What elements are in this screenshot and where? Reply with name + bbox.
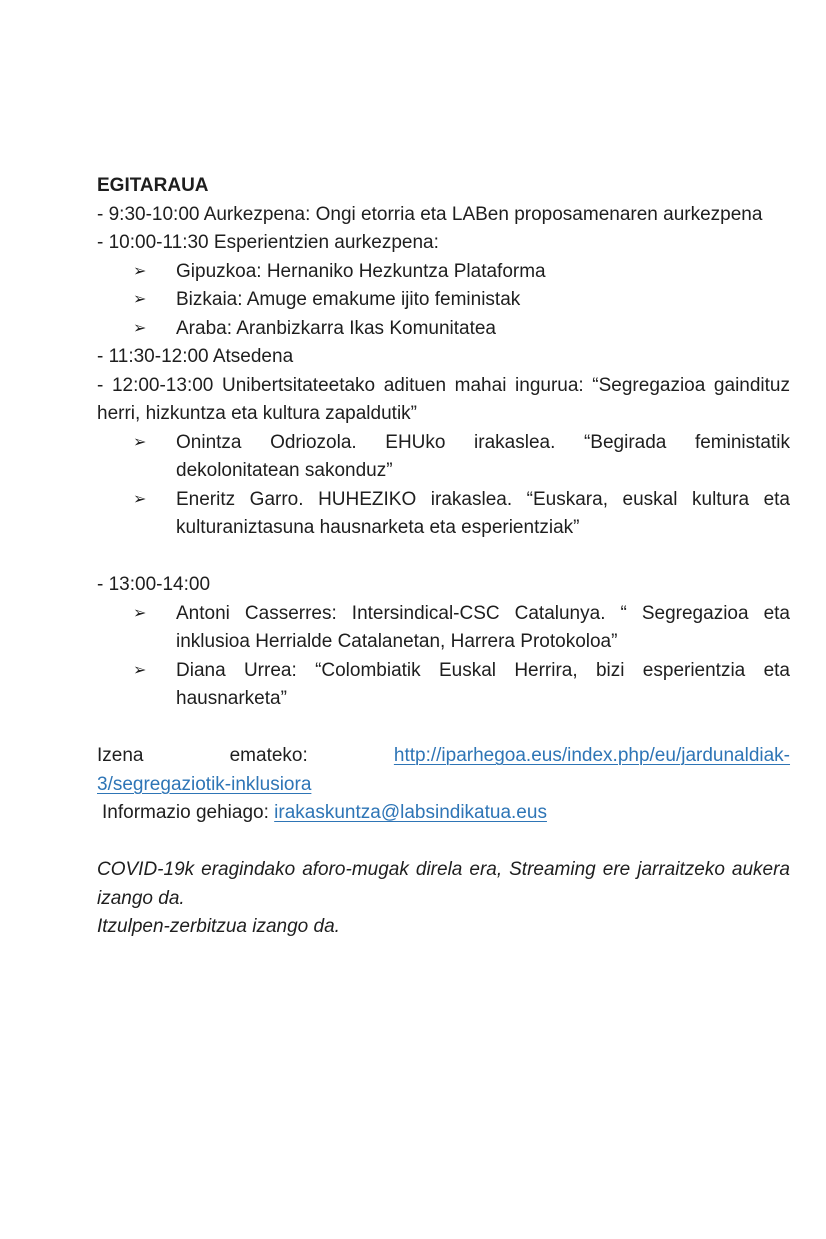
translation-note: Itzulpen-zerbitzua izango da. bbox=[97, 916, 340, 937]
agenda-heading-text: EGITARAUA bbox=[97, 175, 209, 196]
arrow-bullet-icon: ➢ bbox=[133, 319, 147, 337]
info-paragraph bbox=[97, 799, 790, 828]
blank-line bbox=[97, 543, 790, 572]
blank-line bbox=[97, 714, 790, 743]
agenda-document bbox=[97, 172, 790, 942]
schedule-line-presentation: - 9:30-10:00 Aurkezpena: Ongi etorria eta LABen proposamenaren aurkezpena bbox=[97, 203, 763, 225]
registration-link-line2: 3/segregaziotik-inklusiora bbox=[97, 773, 312, 795]
bullet-item-bizkaia bbox=[97, 286, 790, 315]
registration-paragraph bbox=[97, 742, 790, 799]
bullet-text: Onintza Odriozola. EHUko irakaslea. “Begirada feministatik dekolonitatean sakonduz” bbox=[176, 431, 790, 481]
schedule-line-experiences: - 10:00-11:30 Esperientzien aurkezpena: bbox=[97, 232, 439, 253]
bullet-item-onintza bbox=[97, 429, 790, 486]
info-email-link[interactable]: irakaskuntza@labsindikatua.eus bbox=[274, 802, 547, 823]
info-label: Informazio gehiago: bbox=[102, 802, 269, 823]
bullet-text: Antoni Casserres: Intersindical-CSC Catalunya. “ Segregazioa eta inklusioa Herrialde Catalanetan, Harrera Protokoloa” bbox=[176, 602, 790, 652]
schedule-line-roundtable: - 12:00-13:00 Unibertsitateetako adituen mahai ingurua: “Segregazioa gaindituz herri, hizkuntza eta kultura zapaldutik” bbox=[97, 374, 790, 424]
arrow-bullet-icon: ➢ bbox=[133, 262, 147, 280]
bullet-item-araba bbox=[97, 315, 790, 344]
arrow-bullet-icon: ➢ bbox=[133, 291, 147, 308]
blank-line bbox=[97, 828, 790, 857]
registration-link[interactable] bbox=[97, 745, 790, 795]
bullet-item-diana bbox=[97, 657, 790, 714]
bullet-text: Bizkaia: Amuge emakume ijito feministak bbox=[176, 289, 521, 310]
schedule-line-break: - 11:30-12:00 Atsedena bbox=[97, 346, 294, 367]
schedule-line-closing: - 13:00-14:00 bbox=[97, 574, 211, 595]
bullet-item-eneritz bbox=[97, 486, 790, 543]
bullet-item-gipuzkoa bbox=[97, 258, 790, 287]
registration-label-word2: emateko: bbox=[229, 745, 308, 766]
arrow-bullet-icon: ➢ bbox=[133, 604, 147, 622]
arrow-bullet-icon: ➢ bbox=[133, 433, 147, 451]
registration-link-line1: http://iparhegoa.eus/index.php/eu/jardunaldiak- bbox=[393, 745, 791, 766]
bullet-text: Araba: Aranbizkarra Ikas Komunitatea bbox=[176, 317, 497, 339]
covid-note: COVID-19k eragindako aforo-mugak direla era, Streaming ere jarraitzeko aukera izango da. bbox=[97, 859, 790, 909]
bullet-text: Eneritz Garro. HUHEZIKO irakaslea. “Euskara, euskal kultura eta kulturaniztasuna hausnarketa eta esperientziak” bbox=[176, 488, 790, 538]
arrow-bullet-icon: ➢ bbox=[133, 661, 147, 679]
bullet-item-antoni bbox=[97, 600, 790, 657]
arrow-bullet-icon: ➢ bbox=[133, 490, 147, 508]
registration-label-word1: Izena bbox=[97, 745, 144, 766]
bullet-text: Gipuzkoa: Hernaniko Hezkuntza Plataforma bbox=[176, 260, 546, 282]
agenda-heading bbox=[97, 172, 790, 201]
bullet-text: Diana Urrea: “Colombiatik Euskal Herrira, bizi esperientzia eta hausnarketa” bbox=[176, 659, 790, 709]
